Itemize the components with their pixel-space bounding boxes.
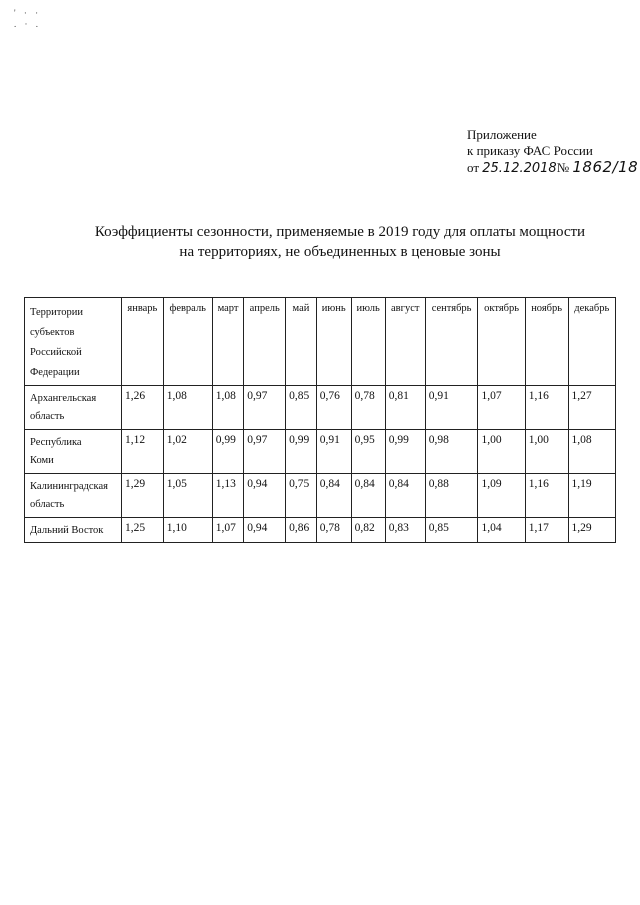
- value-cell: 1,29: [122, 474, 164, 518]
- value-cell: 0,97: [244, 386, 286, 430]
- value-cell: 1,00: [478, 430, 525, 474]
- value-cell: 0,99: [212, 430, 244, 474]
- value-cell: 1,17: [525, 518, 568, 543]
- table-row: [25, 474, 616, 518]
- value-cell: 1,16: [525, 474, 568, 518]
- value-cell: 1,25: [122, 518, 164, 543]
- month-header: июль: [351, 298, 385, 386]
- handwritten-date: 25.12.2018: [482, 161, 557, 176]
- value-cell: 1,13: [212, 474, 244, 518]
- value-cell: 0,75: [286, 474, 317, 518]
- value-cell: 0,85: [425, 518, 478, 543]
- corner-mark-line: ' · ·: [14, 8, 42, 18]
- value-cell: 1,08: [163, 386, 212, 430]
- value-cell: 0,98: [425, 430, 478, 474]
- value-cell: 0,82: [351, 518, 385, 543]
- title-line: Коэффициенты сезонности, применяемые в 2019 году для оплаты мощности: [94, 224, 586, 240]
- month-header: август: [385, 298, 425, 386]
- value-cell: 0,84: [316, 474, 351, 518]
- corner-marks: [14, 8, 41, 30]
- value-cell: 0,91: [425, 386, 478, 430]
- value-cell: 1,04: [478, 518, 525, 543]
- value-cell: 1,16: [525, 386, 568, 430]
- value-cell: 0,78: [316, 518, 351, 543]
- number-sign: №: [556, 160, 570, 175]
- value-cell: 0,99: [385, 430, 425, 474]
- month-header: июнь: [316, 298, 351, 386]
- value-cell: 1,26: [122, 386, 164, 430]
- value-cell: 0,86: [286, 518, 317, 543]
- value-cell: 1,08: [212, 386, 244, 430]
- appendix-block: [467, 127, 638, 177]
- value-cell: 0,85: [286, 386, 317, 430]
- value-cell: 1,10: [163, 518, 212, 543]
- document-title: [60, 222, 620, 262]
- value-cell: 0,94: [244, 518, 286, 543]
- appendix-date-number: [467, 159, 638, 177]
- value-cell: 0,76: [316, 386, 351, 430]
- appendix-title: Приложение: [467, 127, 537, 142]
- value-cell: 0,78: [351, 386, 385, 430]
- corner-mark-line: . · .: [14, 19, 41, 29]
- value-cell: 1,07: [212, 518, 244, 543]
- value-cell: 0,83: [385, 518, 425, 543]
- month-header: сентябрь: [425, 298, 478, 386]
- value-cell: 1,00: [525, 430, 568, 474]
- month-header: декабрь: [568, 298, 615, 386]
- appendix-order-ref: к приказу ФАС России: [467, 143, 593, 158]
- value-cell: 0,97: [244, 430, 286, 474]
- value-cell: 1,05: [163, 474, 212, 518]
- value-cell: 0,81: [385, 386, 425, 430]
- month-header: февраль: [163, 298, 212, 386]
- region-column-header: Территории субъектов Российской Федерации: [25, 298, 122, 386]
- value-cell: 1,02: [163, 430, 212, 474]
- table-row: [25, 386, 616, 430]
- handwritten-order-number: 1862/18: [572, 158, 639, 176]
- region-cell: Республика Коми: [25, 430, 122, 474]
- value-cell: 1,19: [568, 474, 615, 518]
- value-cell: 1,12: [122, 430, 164, 474]
- value-cell: 1,08: [568, 430, 615, 474]
- seasonality-table: [24, 297, 616, 543]
- value-cell: 0,84: [351, 474, 385, 518]
- value-cell: 1,09: [478, 474, 525, 518]
- value-cell: 0,91: [316, 430, 351, 474]
- month-header: ноябрь: [525, 298, 568, 386]
- month-header: январь: [122, 298, 164, 386]
- value-cell: 0,88: [425, 474, 478, 518]
- title-line: на территориях, не объединенных в ценовые зоны: [179, 244, 501, 260]
- value-cell: 0,99: [286, 430, 317, 474]
- month-header: октябрь: [478, 298, 525, 386]
- value-cell: 0,94: [244, 474, 286, 518]
- month-header: май: [286, 298, 317, 386]
- value-cell: 0,95: [351, 430, 385, 474]
- month-header: март: [212, 298, 244, 386]
- month-header: апрель: [244, 298, 286, 386]
- table-row: [25, 430, 616, 474]
- region-cell: Калининградская область: [25, 474, 122, 518]
- table-row: [25, 518, 616, 543]
- appendix-date-prefix: от: [467, 160, 480, 175]
- region-cell: Дальний Восток: [25, 518, 122, 543]
- value-cell: 0,84: [385, 474, 425, 518]
- value-cell: 1,07: [478, 386, 525, 430]
- table-header-row: [25, 298, 616, 386]
- region-cell: Архангельская область: [25, 386, 122, 430]
- value-cell: 1,27: [568, 386, 615, 430]
- value-cell: 1,29: [568, 518, 615, 543]
